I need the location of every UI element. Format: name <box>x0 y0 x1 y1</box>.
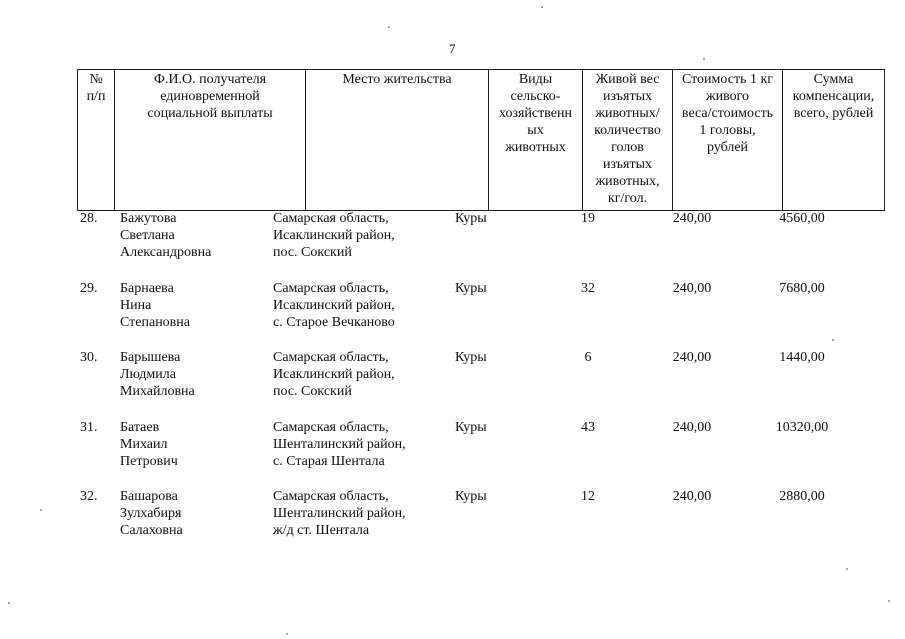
compensation-sum: 10320,00 <box>775 420 829 435</box>
scan-speck <box>888 600 890 602</box>
name-line: Батаев <box>120 420 160 435</box>
place-line: Самарская область, <box>273 281 389 296</box>
header-text: Ф.И.О. получателя единовременной социальной выплаты <box>147 72 273 121</box>
name-line: Башарова <box>120 489 178 504</box>
scan-speck <box>832 339 834 341</box>
row-number: 28. <box>80 211 98 226</box>
scan-speck <box>8 602 10 604</box>
place-line: ж/д ст. Шентала <box>273 523 370 538</box>
scan-speck <box>388 26 390 28</box>
table-row <box>0 488 905 558</box>
header-text: Сумма компенсации, всего, рублей <box>792 72 875 121</box>
place-line: пос. Сокский <box>273 245 352 260</box>
scan-speck <box>703 58 705 60</box>
name-line: Степановна <box>120 315 190 330</box>
residence <box>273 488 406 539</box>
header-text: Живой вес изъятых животных/ количество голов изъятых животных, кг/гол. <box>594 72 661 206</box>
place-line: Исаклинский район, <box>273 228 395 243</box>
table-row <box>0 349 905 419</box>
compensation-sum: 4560,00 <box>779 211 825 226</box>
name-line: Салаховна <box>120 523 183 538</box>
row-number: 31. <box>80 420 98 435</box>
name-line: Петрович <box>120 454 178 469</box>
compensation-sum: 2880,00 <box>779 489 825 504</box>
recipient-name <box>120 488 183 539</box>
header-num <box>78 70 115 211</box>
header-text: Виды сельско- хозяйственн ых животных <box>499 72 572 155</box>
name-line: Зулхабиря <box>120 506 182 521</box>
place-line: Шенталинский район, <box>273 437 406 452</box>
compensation-sum: 7680,00 <box>779 281 825 296</box>
recipient-name <box>120 210 211 261</box>
residence <box>273 280 395 331</box>
name-line: Александровна <box>120 245 212 260</box>
header-qty <box>583 70 673 211</box>
table-row <box>0 280 905 350</box>
page-number: 7 <box>449 41 456 56</box>
place-line: пос. Сокский <box>273 384 352 399</box>
place-line: Самарская область, <box>273 350 389 365</box>
animal-quantity: 43 <box>581 420 595 435</box>
scan-speck <box>846 568 848 570</box>
unit-price: 240,00 <box>672 281 712 296</box>
animal-type: Куры <box>455 350 487 365</box>
recipient-name <box>120 419 178 470</box>
place-line: Самарская область, <box>273 489 389 504</box>
scan-speck <box>40 509 42 511</box>
place-line: Шенталинский район, <box>273 506 406 521</box>
scan-speck <box>286 633 288 635</box>
name-line: Барышева <box>120 350 181 365</box>
scan-speck <box>541 6 543 8</box>
header-text: № п/п <box>86 72 106 104</box>
row-number: 30. <box>80 350 98 365</box>
place-line: с. Старое Вечканово <box>273 315 395 330</box>
name-line: Барнаева <box>120 281 174 296</box>
table-row <box>0 419 905 489</box>
animal-type: Куры <box>455 281 487 296</box>
header-place <box>306 70 489 211</box>
unit-price: 240,00 <box>672 350 712 365</box>
compensation-sum: 1440,00 <box>779 350 825 365</box>
name-line: Михаил <box>120 437 168 452</box>
animal-quantity: 6 <box>584 350 592 365</box>
header-text: Стоимость 1 кг живого веса/стоимость 1 головы, рублей <box>681 72 774 155</box>
name-line: Светлана <box>120 228 175 243</box>
residence <box>273 349 395 400</box>
place-line: с. Старая Шентала <box>273 454 385 469</box>
unit-price: 240,00 <box>672 211 712 226</box>
place-line: Самарская область, <box>273 211 389 226</box>
name-line: Нина <box>120 298 152 313</box>
header-name <box>115 70 306 211</box>
row-number: 32. <box>80 489 98 504</box>
header-text: Место жительства <box>342 72 452 87</box>
header-price <box>673 70 783 211</box>
animal-quantity: 19 <box>581 211 595 226</box>
name-line: Людмила <box>120 367 176 382</box>
table-row <box>0 210 905 280</box>
animal-type: Куры <box>455 489 487 504</box>
place-line: Исаклинский район, <box>273 367 395 382</box>
header-sum <box>783 70 885 211</box>
table-header <box>77 69 885 211</box>
animal-type: Куры <box>455 211 487 226</box>
place-line: Исаклинский район, <box>273 298 395 313</box>
residence <box>273 419 406 470</box>
animal-type: Куры <box>455 420 487 435</box>
recipient-name <box>120 349 195 400</box>
residence <box>273 210 395 261</box>
unit-price: 240,00 <box>672 420 712 435</box>
animal-quantity: 32 <box>581 281 595 296</box>
row-number: 29. <box>80 281 98 296</box>
place-line: Самарская область, <box>273 420 389 435</box>
name-line: Бажутова <box>120 211 177 226</box>
header-type <box>489 70 583 211</box>
animal-quantity: 12 <box>581 489 595 504</box>
name-line: Михайловна <box>120 384 195 399</box>
recipient-name <box>120 280 190 331</box>
unit-price: 240,00 <box>672 489 712 504</box>
